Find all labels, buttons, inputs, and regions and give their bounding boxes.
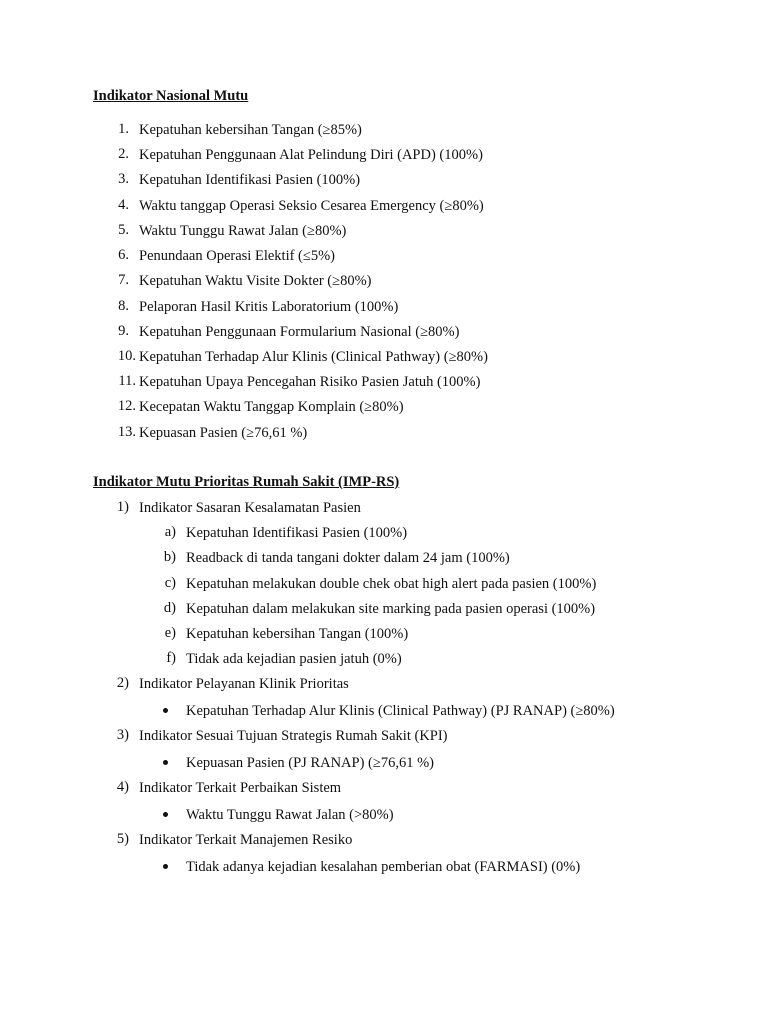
- sub-item: Kepatuhan Identifikasi Pasien (100%): [186, 525, 408, 541]
- list-item: Penundaan Operasi Elektif (≤5%): [139, 248, 335, 264]
- list-number: 7.: [118, 272, 129, 288]
- sub-item-letter: a): [164, 524, 176, 540]
- group-title: Indikator Sesuai Tujuan Strategis Rumah Sakit (KPI): [139, 728, 448, 744]
- list-item: Waktu tanggap Operasi Seksio Cesarea Emergency (≥80%): [139, 198, 484, 214]
- sub-item: Kepatuhan melakukan double chek obat high alert pada pasien (100%): [186, 576, 597, 592]
- bullet-item: Kepuasan Pasien (PJ RANAP) (≥76,61 %): [186, 755, 434, 771]
- list-number: 2.: [118, 146, 129, 162]
- list-item: Kepatuhan Penggunaan Alat Pelindung Diri (APD) (100%): [139, 147, 483, 163]
- list-number: 6.: [118, 247, 129, 263]
- sub-item-letter: c): [164, 575, 176, 591]
- list-item: Kepatuhan Waktu Visite Dokter (≥80%): [139, 273, 372, 289]
- list-number: 1.: [118, 121, 129, 137]
- list-item: Kepatuhan kebersihan Tangan (≥85%): [139, 122, 362, 138]
- sub-item-letter: b): [163, 549, 176, 565]
- section-title-indikator-nasional-mutu: Indikator Nasional Mutu: [93, 88, 249, 104]
- list-item: Kepatuhan Terhadap Alur Klinis (Clinical Pathway) (≥80%): [139, 349, 488, 365]
- group-number: 4): [116, 779, 129, 795]
- list-item: Pelaporan Hasil Kritis Laboratorium (100%): [139, 299, 399, 315]
- group-number: 5): [116, 831, 129, 847]
- list-number: 5.: [118, 222, 129, 238]
- section-title-indikator-mutu-prioritas: Indikator Mutu Prioritas Rumah Sakit (IMP-RS): [93, 474, 400, 490]
- bullet-icon: [163, 760, 168, 765]
- list-item: Kecepatan Waktu Tanggap Komplain (≥80%): [139, 399, 404, 415]
- list-number: 3.: [118, 171, 129, 187]
- group-number: 1): [116, 499, 129, 515]
- list-number: 12.: [117, 398, 136, 414]
- group-number: 2): [116, 675, 129, 691]
- bullet-item: Kepatuhan Terhadap Alur Klinis (Clinical Pathway) (PJ RANAP) (≥80%): [186, 703, 615, 719]
- group-number: 3): [116, 727, 129, 743]
- list-item: Kepatuhan Upaya Pencegahan Risiko Pasien Jatuh (100%): [139, 374, 481, 390]
- sub-item: Kepatuhan kebersihan Tangan (100%): [186, 626, 409, 642]
- bullet-icon: [163, 864, 168, 869]
- sub-item: Readback di tanda tangani dokter dalam 24 jam (100%): [186, 550, 510, 566]
- group-title: Indikator Terkait Manajemen Resiko: [139, 832, 353, 848]
- list-item: Kepatuhan Identifikasi Pasien (100%): [139, 172, 361, 188]
- sub-item-letter: e): [164, 625, 176, 641]
- list-number: 11.: [118, 373, 136, 389]
- sub-item-letter: d): [163, 600, 176, 616]
- sub-item-letter: f): [166, 650, 176, 666]
- bullet-item: Tidak adanya kejadian kesalahan pemberian obat (FARMASI) (0%): [186, 859, 581, 875]
- sub-item: Tidak ada kejadian pasien jatuh (0%): [186, 651, 402, 667]
- list-number: 10.: [117, 348, 136, 364]
- bullet-icon: [163, 708, 168, 713]
- list-number: 4.: [118, 197, 129, 213]
- group-title: Indikator Terkait Perbaikan Sistem: [139, 780, 342, 796]
- list-number: 13.: [117, 424, 136, 440]
- group-title: Indikator Sasaran Kesalamatan Pasien: [139, 500, 361, 516]
- group-title: Indikator Pelayanan Klinik Prioritas: [139, 676, 349, 692]
- list-number: 8.: [118, 298, 129, 314]
- bullet-icon: [163, 812, 168, 817]
- list-item: Waktu Tunggu Rawat Jalan (≥80%): [139, 223, 347, 239]
- list-item: Kepuasan Pasien (≥76,61 %): [139, 425, 308, 441]
- list-item: Kepatuhan Penggunaan Formularium Nasional (≥80%): [139, 324, 460, 340]
- bullet-item: Waktu Tunggu Rawat Jalan (>80%): [186, 807, 394, 823]
- list-number: 9.: [118, 323, 129, 339]
- sub-item: Kepatuhan dalam melakukan site marking pada pasien operasi (100%): [186, 601, 596, 617]
